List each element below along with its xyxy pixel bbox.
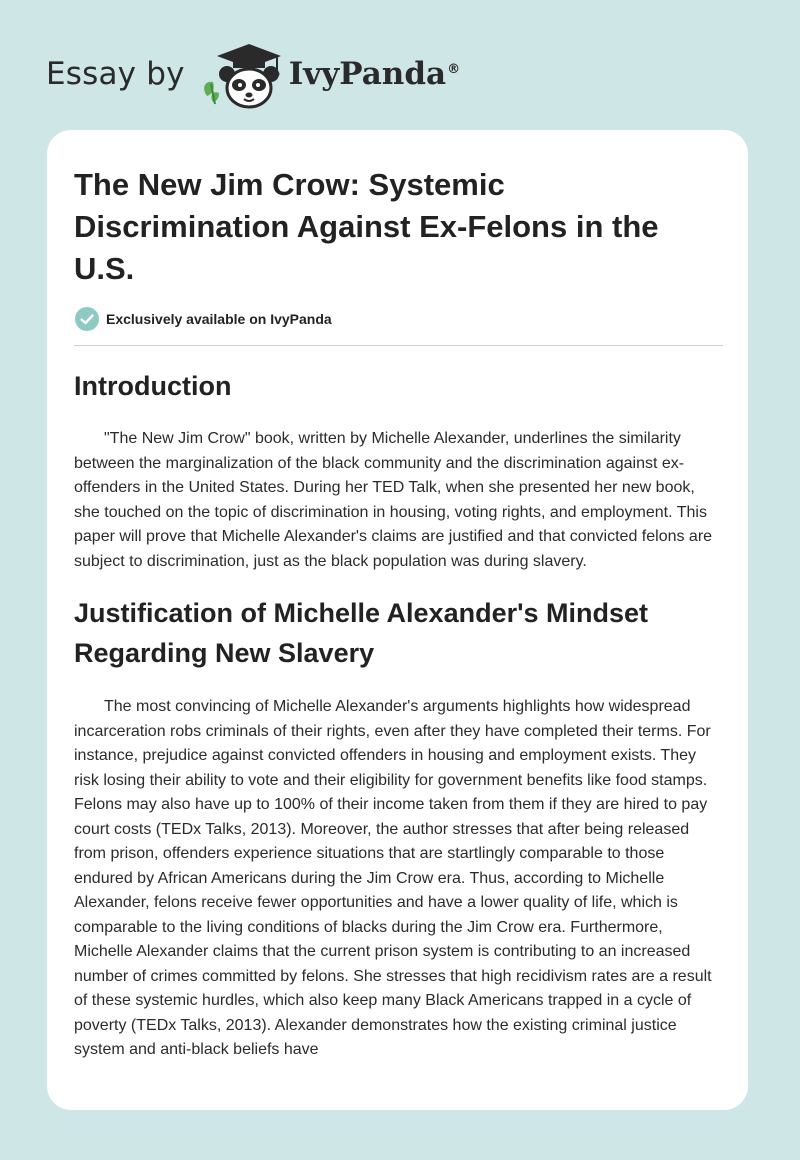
page-title: The New Jim Crow: Systemic Discrimination Against Ex-Felons in the U.S.	[74, 167, 659, 286]
brand-name	[289, 56, 460, 92]
section-paragraph-introduction: "The New Jim Crow" book, written by Michelle Alexander, underlines the similarity between the marginalization of the black community and the discrimination against ex-offenders in the United States. During her TED Talk, when she presented her new book, she touched on the topic of discrimination in housing, voting rights, and employment. This paper will prove that Michelle Alexander's claims are justified and that convicted felons are subject to discrimination, just as the black population was during slavery.	[74, 430, 713, 570]
exclusive-badge-text: Exclusively available on IvyPanda	[106, 311, 332, 327]
section-heading-introduction: Introduction	[74, 371, 232, 401]
brand-header[interactable]	[46, 38, 460, 110]
section-heading-justification: Justification of Michelle Alexander's Mindset Regarding New Slavery	[74, 598, 649, 668]
essay-card	[47, 130, 748, 1110]
registered-mark: ®	[447, 61, 461, 77]
brand-name-text: IvyPanda	[288, 56, 447, 92]
check-circle-icon	[74, 306, 100, 332]
brand-prefix: Essay by	[46, 56, 185, 92]
exclusive-badge	[74, 306, 332, 332]
panda-graduate-icon	[199, 38, 283, 110]
section-paragraph-justification: The most convincing of Michelle Alexander's arguments highlights how widespread incarceration robs criminals of their rights, even after they have completed their terms. For instance, prejudice against convicted offenders in housing and employment exists. They risk losing their ability to vote and their eligibility for government benefits like food stamps. Felons may also have up to 100% of their income taken from them if they are hired to pay court costs (TEDx Talks, 2013). Moreover, the author stresses that after being released from prison, offenders experience situations that are startlingly comparable to those endured by African Americans during the Jim Crow era. Thus, according to Michelle Alexander, felons receive fewer opportunities and have a lower quality of life, which is comparable to the living conditions of blacks during the Jim Crow era. Furthermore, Michelle Alexander claims that the current prison system is contributing to an increased number of crimes committed by felons. She stresses that high recidivism rates are a result of these systemic hurdles, which also keep many Black Americans trapped in a cycle of poverty (TEDx Talks, 2013). Alexander demonstrates how the existing criminal justice system and anti-black beliefs have	[74, 698, 712, 1058]
divider	[74, 345, 723, 346]
